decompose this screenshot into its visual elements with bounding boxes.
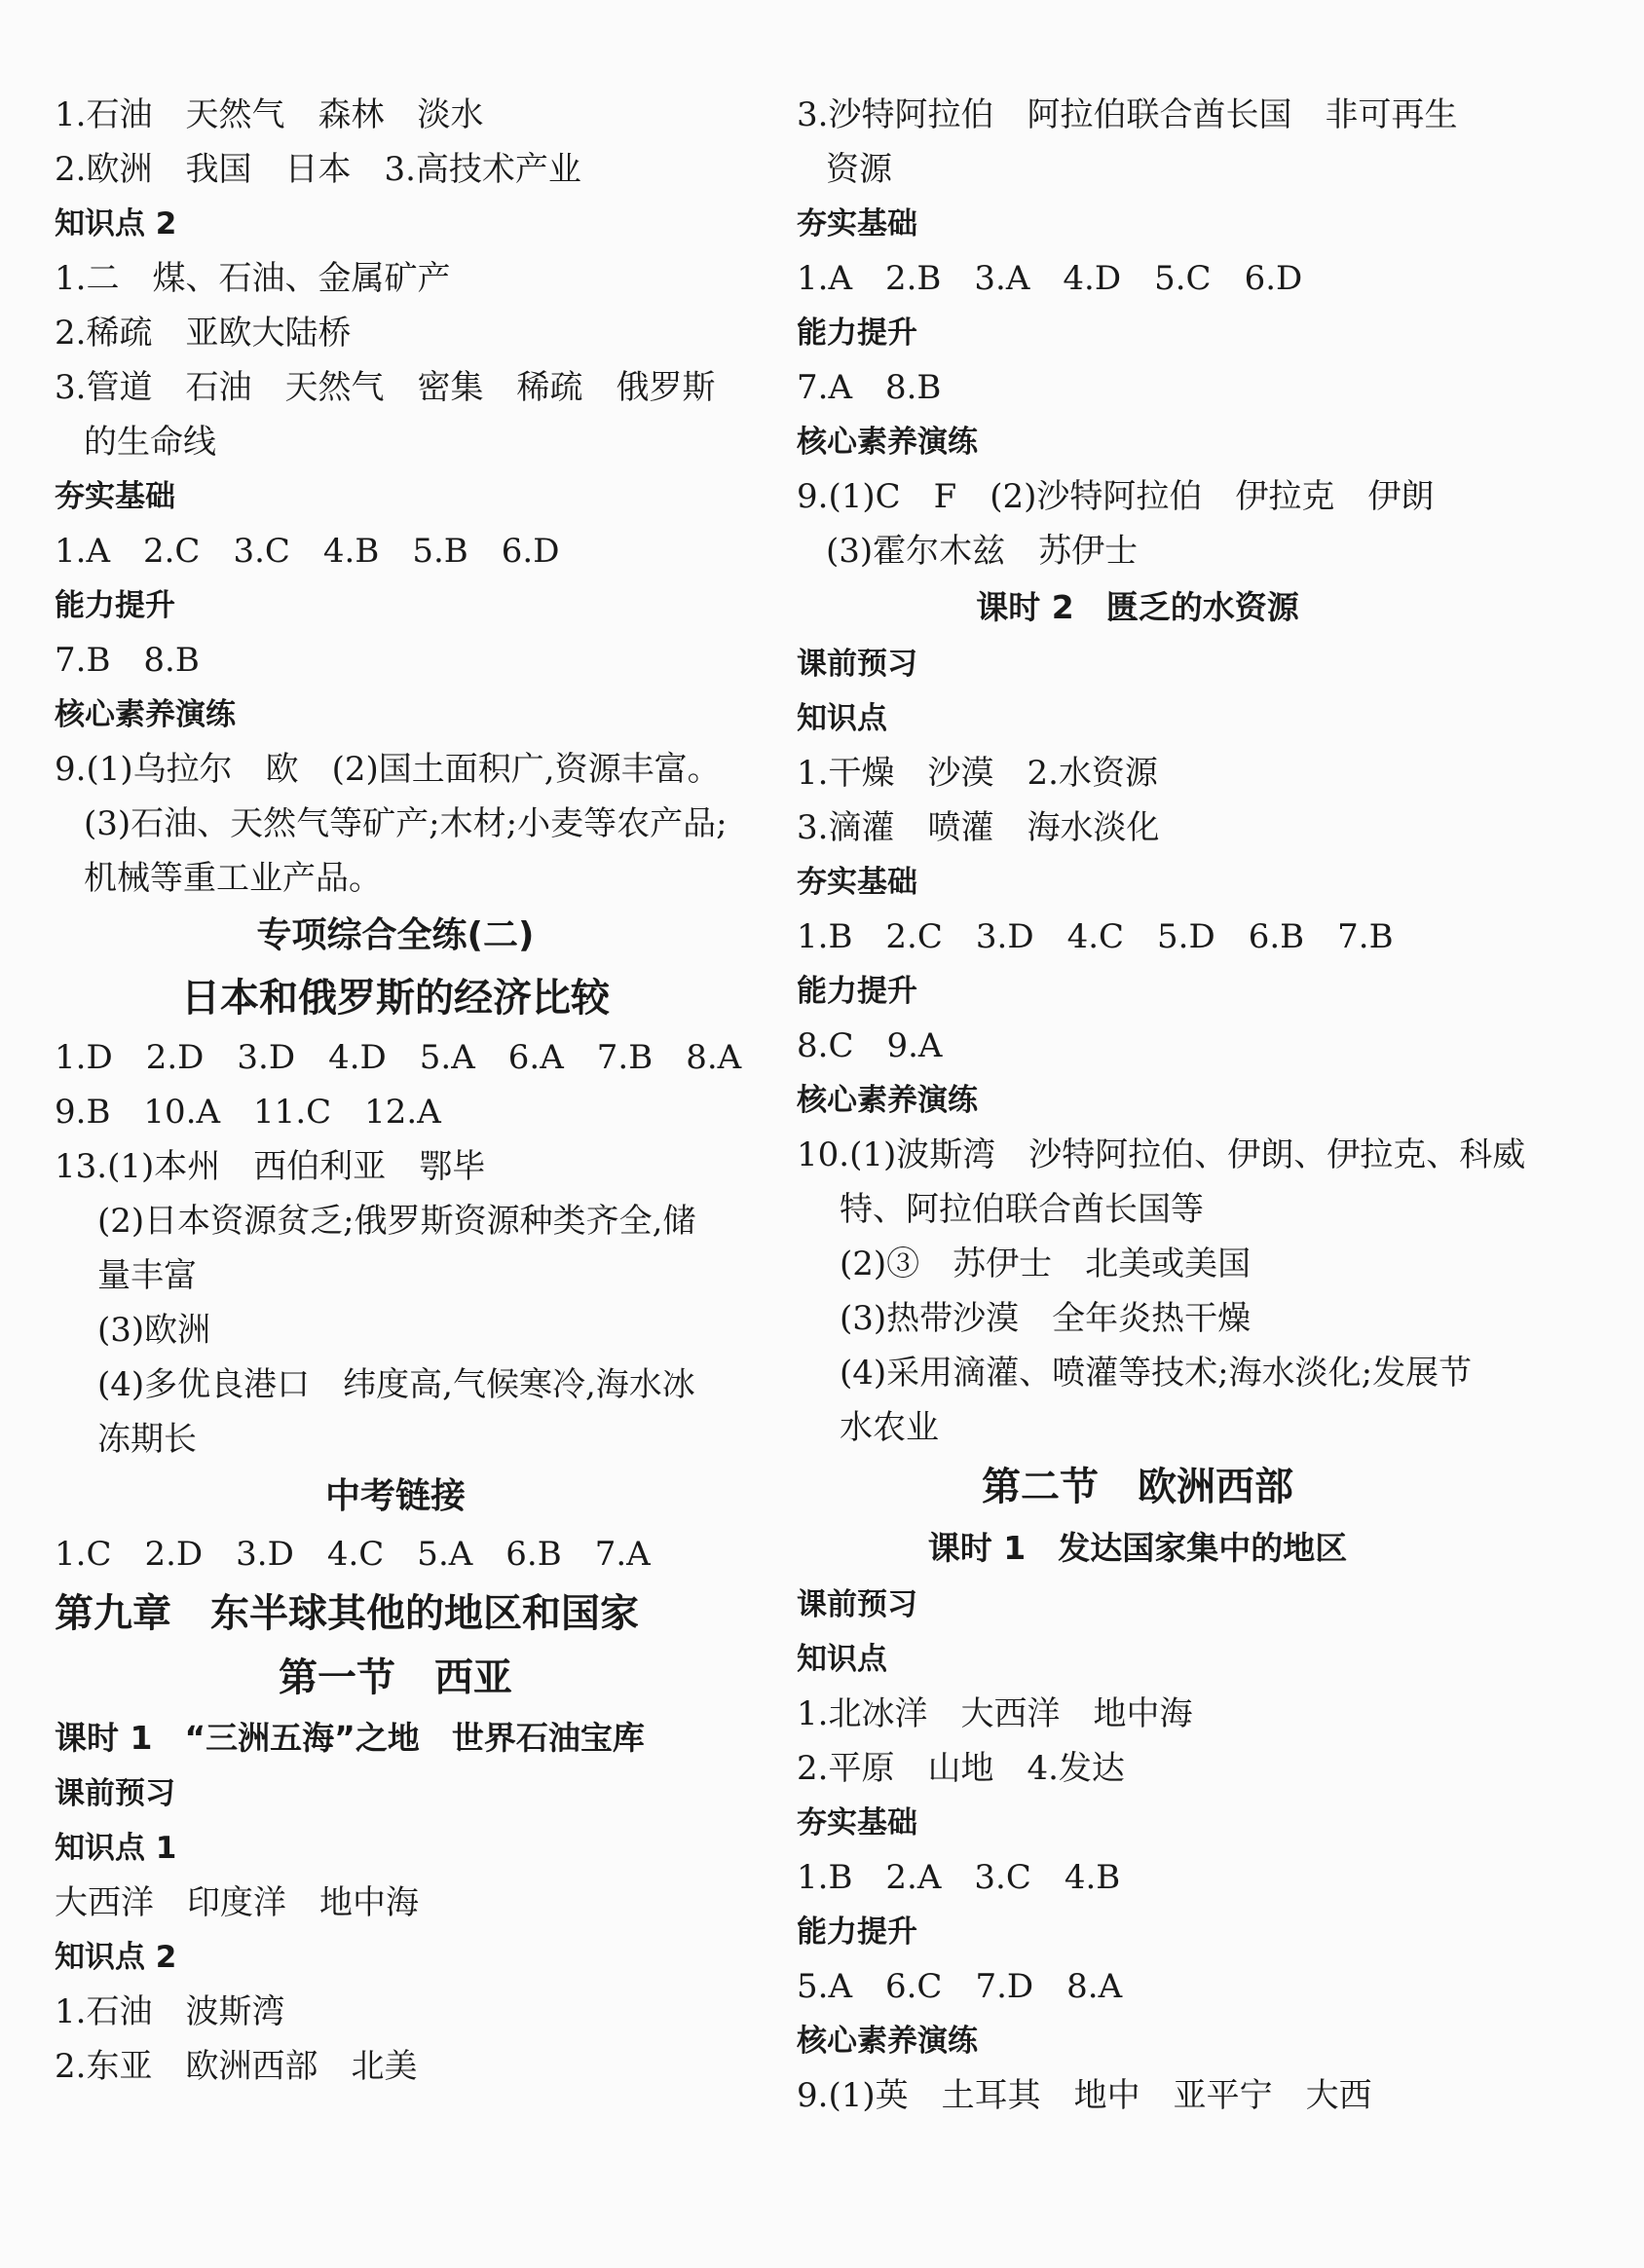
section-heading: 夯实基础: [55, 479, 175, 514]
section-heading: 能力提升: [797, 1915, 917, 1950]
answer-line: 13.(1)本州 西伯利亚 鄂毕: [55, 1147, 486, 1186]
section-title: 专项综合全练(二): [256, 915, 535, 955]
answer-line: 1.C 2.D 3.D 4.C 5.A 6.B 7.A: [55, 1535, 651, 1574]
answer-line: 1.石油 天然气 森林 淡水: [55, 95, 484, 134]
section-heading: 核心素养演练: [55, 697, 236, 732]
answer-line: 2.欧洲 我国 日本 3.高技术产业: [55, 150, 581, 189]
answer-line: (3)石油、天然气等矿产;木材;小麦等农产品;: [84, 804, 728, 843]
answer-line: 1.北冰洋 大西洋 地中海: [797, 1694, 1193, 1733]
answer-line: (2)③ 苏伊士 北美或美国: [840, 1245, 1252, 1283]
answer-line: 1.石油 波斯湾: [55, 1992, 285, 2031]
lesson-title: 课时 1 “三洲五海”之地 世界石油宝库: [55, 1719, 645, 1757]
section-heading: 夯实基础: [797, 865, 917, 900]
answer-line: 1.A 2.C 3.C 4.B 5.B 6.D: [55, 532, 560, 571]
section-title: 第一节 西亚: [279, 1655, 512, 1700]
answer-line: (4)采用滴灌、喷灌等技术;海水淡化;发展节: [840, 1354, 1473, 1393]
lesson-title: 课时 2 匮乏的水资源: [976, 588, 1299, 626]
section-title: 中考链接: [324, 1476, 466, 1516]
answer-line: 机械等重工业产品。: [84, 859, 382, 898]
answer-line: (3)热带沙漠 全年炎热干燥: [840, 1299, 1252, 1338]
answer-line: 量丰富: [97, 1256, 197, 1295]
answer-line: 1.干燥 沙漠 2.水资源: [797, 754, 1158, 793]
answer-line: 水农业: [840, 1408, 939, 1447]
answer-line: 1.D 2.D 3.D 4.D 5.A 6.A 7.B 8.A: [55, 1038, 742, 1077]
answer-line: 1.二 煤、石油、金属矿产: [55, 259, 451, 298]
answer-line: 9.B 10.A 11.C 12.A: [55, 1093, 441, 1132]
section-heading: 课前预习: [55, 1776, 175, 1811]
answer-line: 大西洋 印度洋 地中海: [55, 1883, 419, 1922]
section-heading: 知识点: [797, 1642, 887, 1677]
section-heading: 核心素养演练: [797, 2024, 978, 2059]
answer-line: 3.沙特阿拉伯 阿拉伯联合酋长国 非可再生: [797, 95, 1458, 134]
answer-line: 5.A 6.C 7.D 8.A: [797, 1967, 1123, 2006]
answer-line: 特、阿拉伯联合酋长国等: [840, 1190, 1204, 1229]
answer-line: 10.(1)波斯湾 沙特阿拉伯、伊朗、伊拉克、科威: [797, 1135, 1526, 1174]
section-heading: 夯实基础: [797, 1805, 917, 1840]
answer-line: 2.稀疏 亚欧大陆桥: [55, 314, 352, 353]
section-heading: 能力提升: [55, 588, 175, 623]
section-heading: 知识点: [797, 701, 887, 736]
answer-line: 7.B 8.B: [55, 641, 200, 680]
answer-line: 2.平原 山地 4.发达: [797, 1749, 1125, 1788]
lesson-title: 课时 1 发达国家集中的地区: [927, 1529, 1348, 1567]
section-heading: 课前预习: [797, 1587, 917, 1622]
section-heading: 知识点 2: [55, 1940, 177, 1975]
left-column: [55, 88, 742, 2094]
answer-line: 1.A 2.B 3.A 4.D 5.C 6.D: [797, 259, 1303, 298]
section-heading: 课前预习: [797, 647, 917, 682]
chapter-title: 第九章 东半球其他的地区和国家: [55, 1591, 639, 1636]
answer-line: 9.(1)乌拉尔 欧 (2)国土面积广,资源丰富。: [55, 750, 721, 789]
answer-line: 8.C 9.A: [797, 1026, 943, 1065]
right-column: [797, 88, 1526, 2123]
section-title: 日本和俄罗斯的经济比较: [181, 976, 610, 1021]
answer-line: 1.B 2.A 3.C 4.B: [797, 1858, 1121, 1897]
section-heading: 能力提升: [797, 316, 917, 351]
answer-line: 资源: [826, 150, 892, 189]
answer-line: 9.(1)英 土耳其 地中 亚平宁 大西: [797, 2076, 1372, 2115]
section-heading: 能力提升: [797, 974, 917, 1009]
answer-line: 的生命线: [84, 423, 216, 462]
answer-line: 9.(1)C F (2)沙特阿拉伯 伊拉克 伊朗: [797, 477, 1435, 516]
answer-line: 7.A 8.B: [797, 368, 942, 407]
section-heading: 核心素养演练: [797, 1083, 978, 1118]
section-heading: 夯实基础: [797, 206, 917, 242]
answer-line: 2.东亚 欧洲西部 北美: [55, 2047, 418, 2086]
answer-line: (3)霍尔木兹 苏伊士: [826, 532, 1139, 571]
answer-line: 1.B 2.C 3.D 4.C 5.D 6.B 7.B: [797, 917, 1394, 956]
answer-line: 3.管道 石油 天然气 密集 稀疏 俄罗斯: [55, 368, 716, 407]
section-title: 第二节 欧洲西部: [982, 1465, 1293, 1509]
section-heading: 核心素养演练: [797, 425, 978, 460]
answer-line: 冻期长: [97, 1420, 197, 1459]
answer-line: (2)日本资源贫乏;俄罗斯资源种类齐全,储: [97, 1202, 696, 1241]
section-heading: 知识点 2: [55, 206, 177, 242]
section-heading: 知识点 1: [55, 1831, 177, 1866]
answer-line: 3.滴灌 喷灌 海水淡化: [797, 808, 1160, 847]
answer-line: (3)欧洲: [97, 1311, 211, 1350]
answer-line: (4)多优良港口 纬度高,气候寒冷,海水冰: [97, 1365, 695, 1404]
